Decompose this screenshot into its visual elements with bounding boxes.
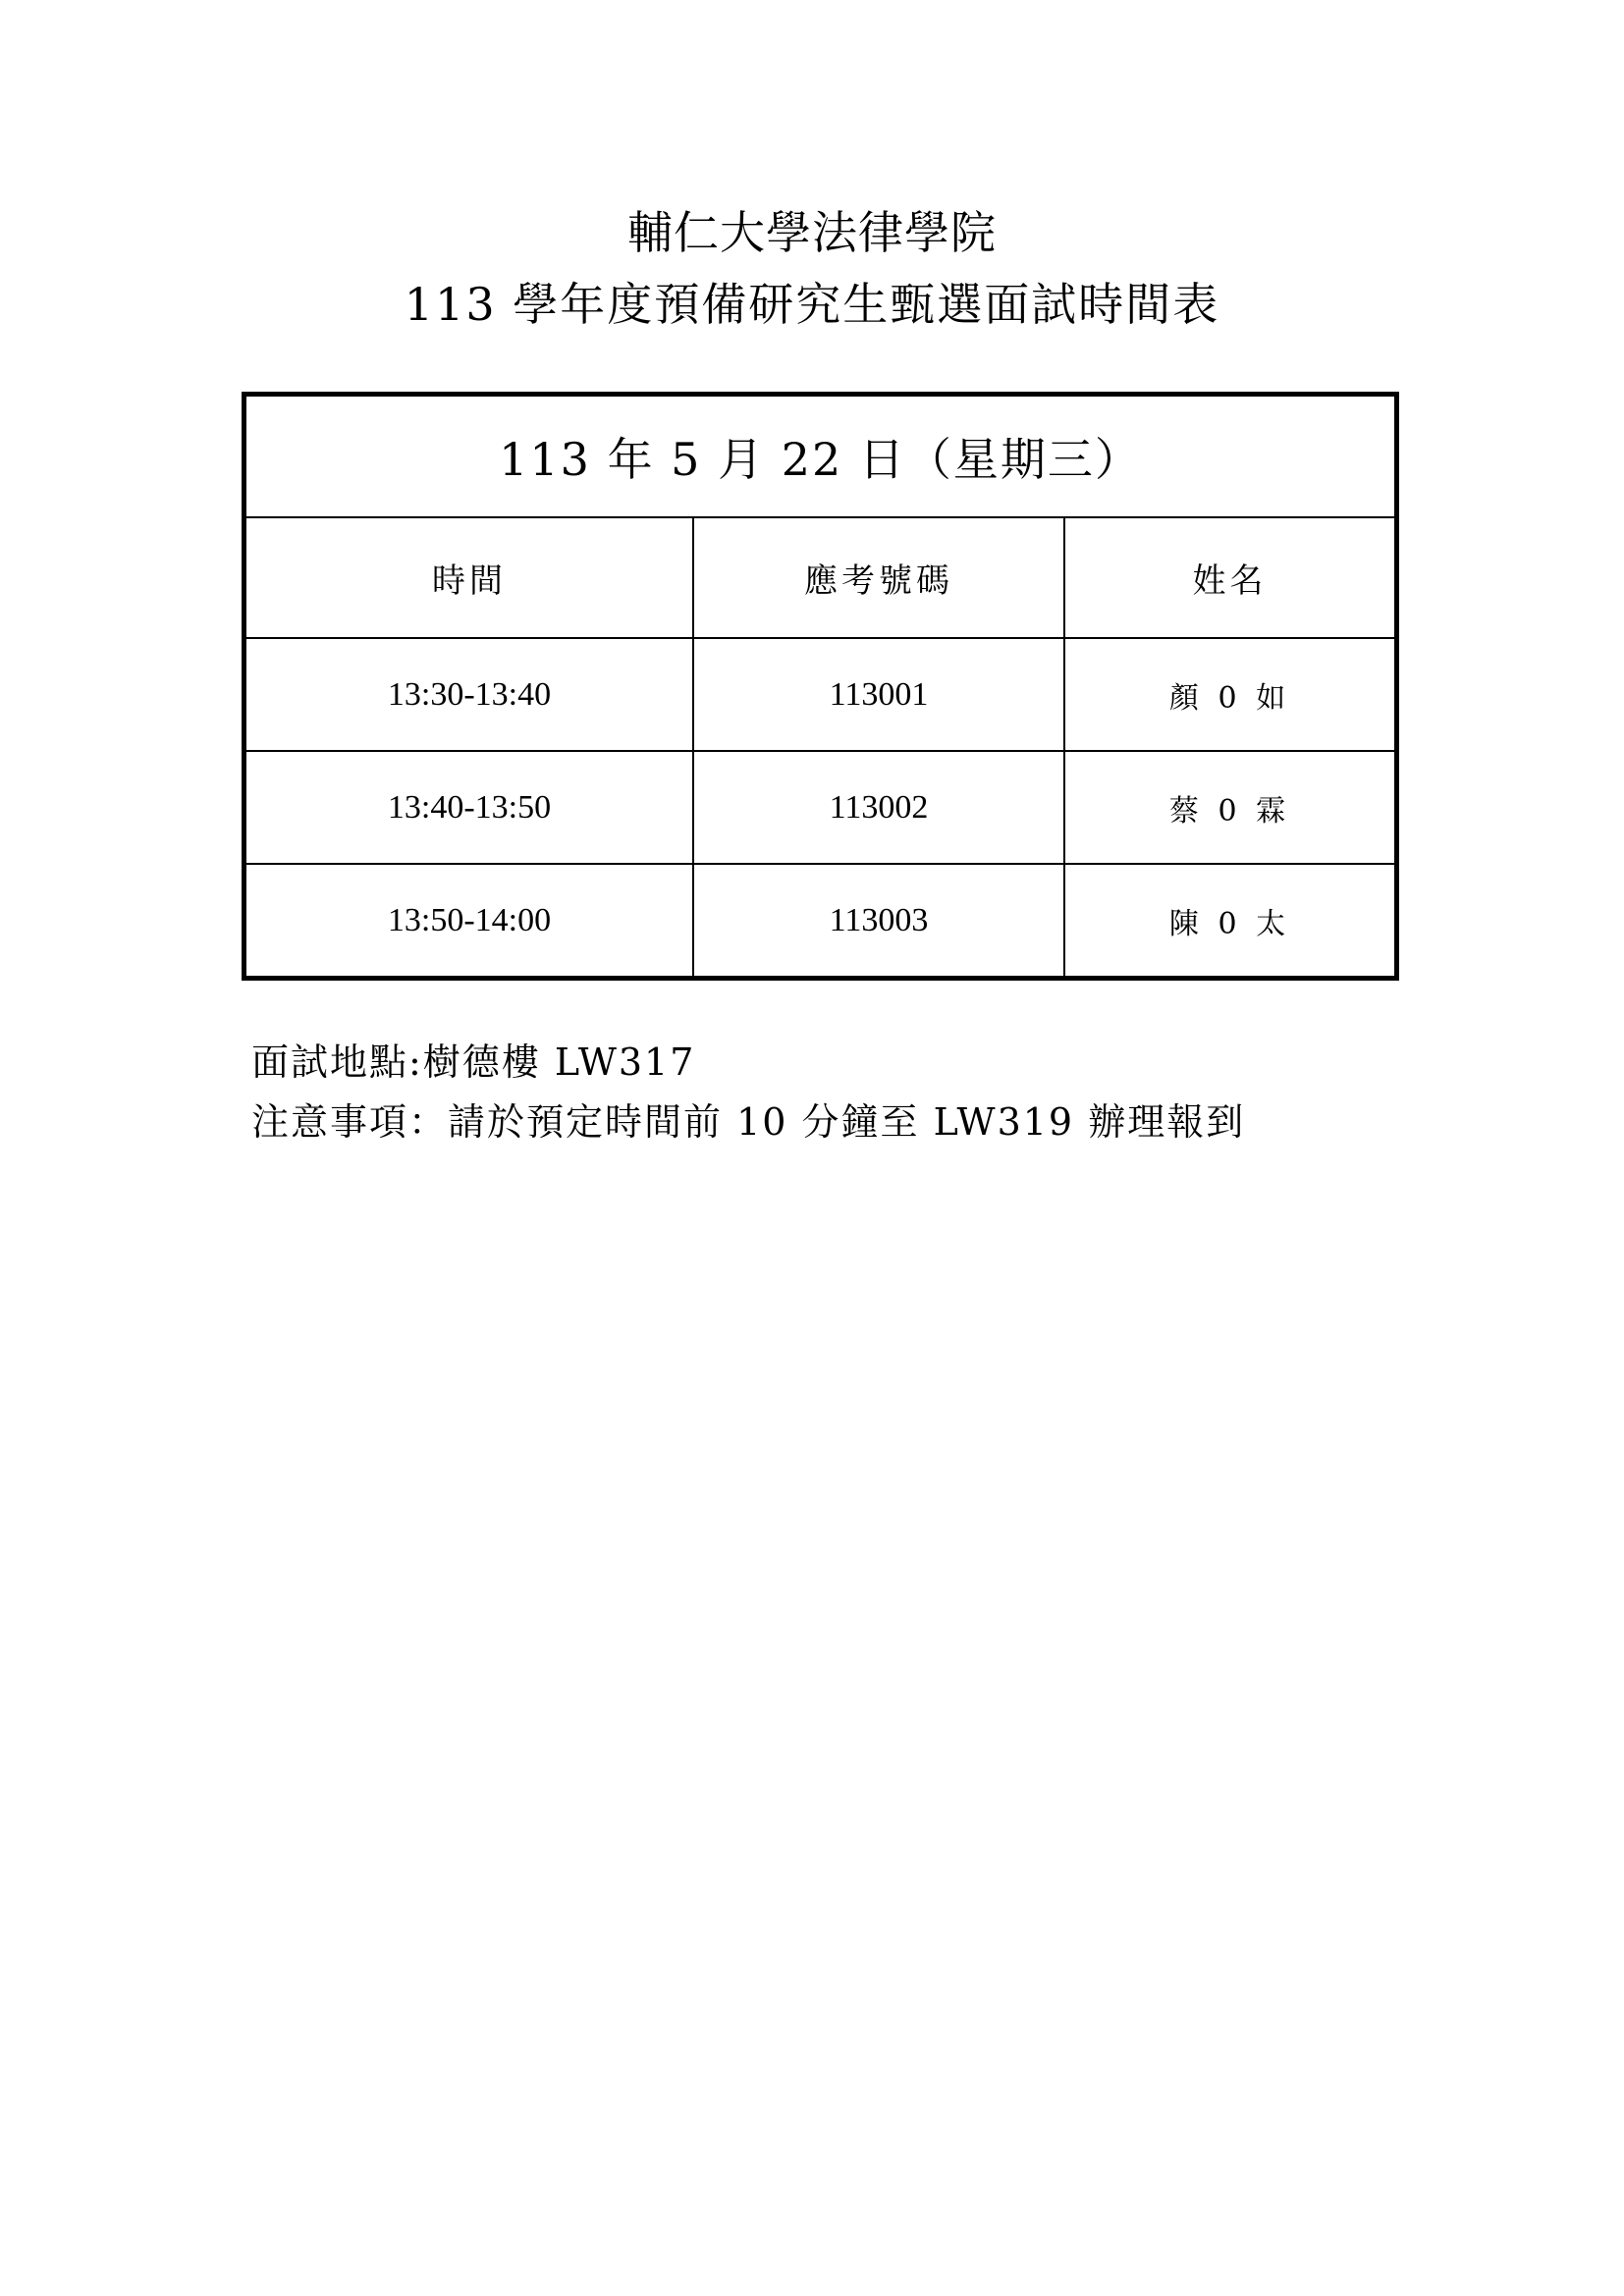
- time-slot-cell: 13:40-13:50: [246, 751, 693, 864]
- attention-note: 注意事項：請於預定時間前 10 分鐘至 LW319 辦理報到: [251, 1100, 1246, 1144]
- column-header-exam-number: 應考號碼: [693, 518, 1064, 638]
- exam-number-cell: 113003: [693, 864, 1064, 977]
- schedule-grid: [246, 518, 1394, 977]
- interview-schedule-table: [242, 392, 1399, 981]
- time-slot-cell: 13:30-13:40: [246, 638, 693, 751]
- column-header-time: 時間: [246, 518, 693, 638]
- table-row: [246, 638, 1394, 751]
- time-slot-cell: 13:50-14:00: [246, 864, 693, 977]
- document-subtitle: 113 學年度預備研究生甄選面試時間表: [404, 278, 1220, 331]
- column-header-name: 姓名: [1064, 518, 1394, 638]
- candidate-name-cell: 蔡 0 霖: [1064, 751, 1394, 864]
- table-header-row: [246, 518, 1394, 638]
- interview-location-note: 面試地點:樹德樓 LW317: [251, 1041, 696, 1084]
- candidate-name-cell: 陳 0 太: [1064, 864, 1394, 977]
- exam-number-cell: 113002: [693, 751, 1064, 864]
- table-row: [246, 864, 1394, 977]
- exam-number-cell: 113001: [693, 638, 1064, 751]
- institution-title: 輔仁大學法律學院: [627, 206, 997, 259]
- candidate-name-cell: 顏 0 如: [1064, 638, 1394, 751]
- schedule-date: 113 年 5 月 22 日（星期三）: [246, 397, 1394, 518]
- table-row: [246, 751, 1394, 864]
